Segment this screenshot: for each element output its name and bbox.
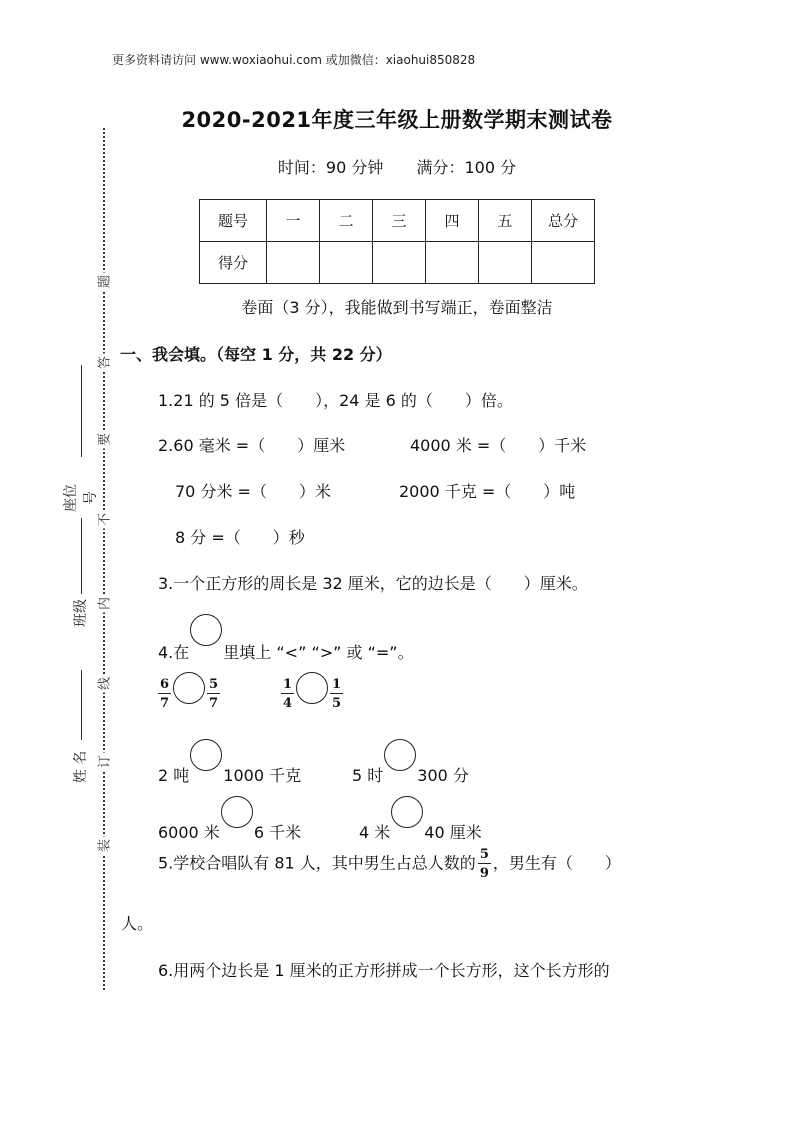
score-header-cell: 题号 [200,200,267,242]
compare-circle-icon [190,614,222,646]
question-3: 3.一个正方形的周长是 32 厘米，它的边长是（ ）厘米。 [158,574,588,593]
time-label: 时间：90 分钟 [277,158,384,177]
compare-left: 6000 米 [158,823,220,842]
section-heading: 一、我会填。（每空 1 分，共 22 分） [120,345,392,364]
question-2d: 2000 千克 =（ ）吨 [399,482,576,501]
score-table-header-row [200,200,595,242]
fraction-denominator: 4 [283,696,293,711]
score-header-cell: 一 [267,200,320,242]
margin-char-ding: 订 [94,753,113,771]
fraction-denominator: 9 [479,866,489,881]
fraction [478,848,491,880]
margin-char-bu: 不 [94,511,113,529]
question-2b: 4000 米 =（ ）千米 [410,436,587,455]
margin-char-xian: 线 [94,675,113,693]
question-2e: 8 分 =（ ）秒 [175,528,305,547]
score-cell[interactable] [479,242,532,284]
fraction-numerator: 1 [283,677,293,692]
compare-row-2 [352,751,469,786]
score-header-cell: 二 [320,200,373,242]
question-2c: 70 分米 =（ ）米 [175,482,331,501]
compare-right: 6 千米 [253,823,302,842]
fraction [158,678,171,710]
compare-left: 2 吨 [158,766,190,785]
name-underline[interactable] [81,670,82,740]
q4-suffix: 里填上 “<” “>” 或 “=”。 [223,643,414,662]
score-header-cell: 三 [373,200,426,242]
compare-row-4 [359,808,482,843]
compare-left: 5 时 [352,766,384,785]
page-title: 2020-2021年度三年级上册数学期末测试卷 [181,108,613,132]
q5-prefix: 5.学校合唱队有 81 人，其中男生占总人数的 [158,853,476,873]
exam-info [0,155,794,178]
margin-char-ti: 题 [94,273,113,291]
answer-circle[interactable] [190,739,222,771]
answer-circle[interactable] [391,796,423,828]
fraction [207,678,220,710]
margin-char-nei: 内 [94,595,113,613]
score-cell[interactable] [426,242,479,284]
margin-char-da: 答 [94,354,113,372]
score-header-cell: 总分 [532,200,595,242]
header-note: 更多资料请访问 www.woxiaohui.com 或加微信：xiaohui850828 [112,53,476,67]
fraction-numerator: 5 [479,847,489,862]
binding-dotted-line [103,128,105,990]
fraction-denominator: 5 [332,696,342,711]
fraction-compare-2 [281,678,343,710]
score-cell[interactable] [267,242,320,284]
question-4 [158,628,414,663]
seat-underline[interactable] [81,365,82,457]
question-5-tail: 人。 [121,914,154,933]
fraction-numerator: 6 [160,677,170,692]
compare-row-3 [158,808,301,843]
fraction [281,678,294,710]
answer-circle[interactable] [221,796,253,828]
question-2a: 2.60 毫米 =（ ）厘米 [158,436,346,455]
answer-circle[interactable] [384,739,416,771]
seat-label: 座位号 [63,484,99,512]
fraction-denominator: 7 [209,696,219,711]
question-6: 6.用两个边长是 1 厘米的正方形拼成一个长方形，这个长方形的 [158,961,610,980]
name-label: 姓 名 [73,750,89,784]
margin-char-zhuang: 装 [94,837,113,855]
compare-right: 40 厘米 [424,823,482,842]
answer-circle[interactable] [173,672,205,704]
margin-char-yao: 要 [94,431,113,449]
fraction [330,678,343,710]
q5-suffix: ，男生有（ ） [492,853,621,873]
compare-row-1 [158,751,301,786]
score-cell[interactable] [320,242,373,284]
question-5 [158,848,621,880]
fraction-numerator: 1 [332,677,342,692]
score-table-score-row [200,242,595,284]
fraction-denominator: 7 [160,696,170,711]
compare-right: 300 分 [417,766,469,785]
score-cell[interactable] [373,242,426,284]
q4-prefix: 4.在 [158,643,190,662]
fraction-numerator: 5 [209,677,219,692]
score-cell[interactable] [532,242,595,284]
compare-right: 1000 千克 [223,766,302,785]
full-score-label: 满分：100 分 [416,158,517,177]
score-row-label: 得分 [200,242,267,284]
question-1: 1.21 的 5 倍是（ ），24 是 6 的（ ）倍。 [158,391,513,410]
neatness-note: 卷面（3 分），我能做到书写端正，卷面整洁 [241,298,553,317]
score-table [199,199,595,284]
score-header-cell: 四 [426,200,479,242]
class-label: 班级 [73,599,89,627]
class-underline[interactable] [81,518,82,594]
answer-circle[interactable] [296,672,328,704]
score-header-cell: 五 [479,200,532,242]
compare-left: 4 米 [359,823,391,842]
fraction-compare-1 [158,678,220,710]
